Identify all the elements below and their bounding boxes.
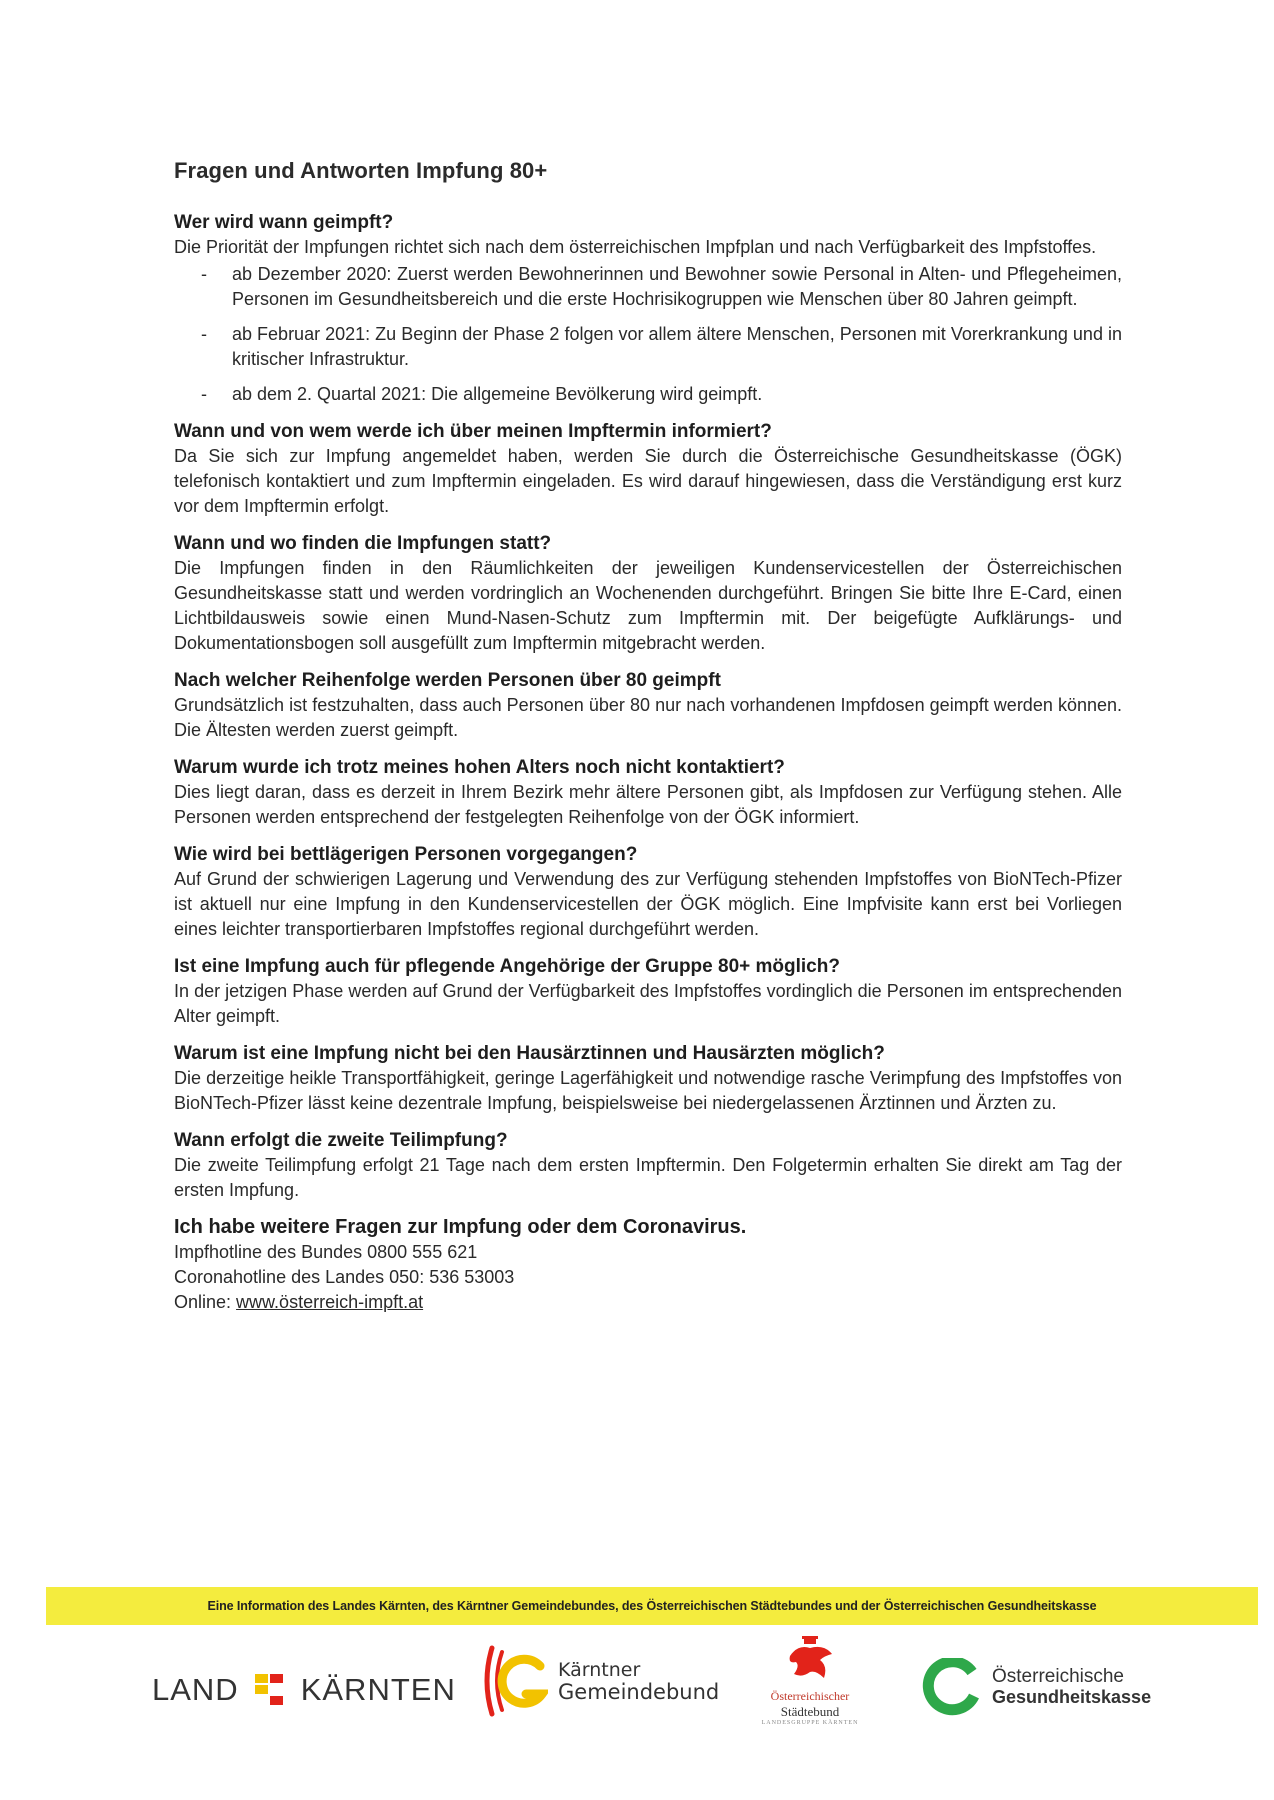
oegk-line1: Österreichische bbox=[992, 1666, 1124, 1687]
faq-answer: Grundsätzlich ist festzuhalten, dass auch Personen über 80 nur nach vorhandenen Impfdosen geimpft werden können. Die Ältesten werden zuerst geimpft. bbox=[174, 695, 1122, 740]
land-kaernten-logo bbox=[152, 1672, 456, 1708]
faq-section bbox=[174, 419, 1122, 519]
kaerntner-gemeindebund-logo bbox=[478, 1644, 719, 1718]
online-label: Online: bbox=[174, 1292, 237, 1312]
faq-section bbox=[174, 755, 1122, 830]
faq-section bbox=[174, 531, 1122, 656]
faq-question: Wann erfolgt die zweite Teilimpfung? bbox=[174, 1130, 508, 1151]
dash-marker: - bbox=[201, 384, 207, 404]
bullet-item bbox=[174, 322, 1122, 372]
faq-question: Wie wird bei bettlägerigen Personen vorgegangen? bbox=[174, 844, 638, 865]
document-body bbox=[174, 158, 1122, 1327]
faq-question: Warum ist eine Impfung nicht bei den Hausärztinnen und Hausärzten möglich? bbox=[174, 1043, 885, 1064]
faq-answer: Da Sie sich zur Impfung angemeldet haben, werden Sie durch die Österreichische Gesundheitskasse (ÖGK) telefonisch kontaktiert und zum Impftermin eingeladen. Es wird darauf hingewiesen, dass die Verständigung erst kurz vor dem Impftermin erfolgt. bbox=[174, 446, 1122, 516]
gemeindebund-mark-icon bbox=[478, 1644, 548, 1718]
faq-section bbox=[174, 668, 1122, 743]
contact-section bbox=[174, 1215, 1122, 1315]
faq-answer: Die Priorität der Impfungen richtet sich nach dem österreichischen Impfplan und nach Verfügbarkeit des Impfstoffes. bbox=[174, 237, 1097, 257]
online-line bbox=[174, 1290, 1122, 1315]
federal-hotline: Impfhotline des Bundes 0800 555 621 bbox=[174, 1242, 478, 1262]
state-hotline: Coronahotline des Landes 050: 536 53003 bbox=[174, 1267, 515, 1287]
oegk-line2: Gesundheitskasse bbox=[992, 1687, 1152, 1707]
staedtebund-logo bbox=[760, 1634, 860, 1726]
footer-info-text: Eine Information des Landes Kärnten, des Kärntner Gemeindebundes, des Österreichischen Städtebundes und der Österreichischen Gesundheitskasse bbox=[207, 1599, 1097, 1613]
faq-question: Wann und wo finden die Impfungen statt? bbox=[174, 533, 552, 554]
document-title: Fragen und Antworten Impfung 80+ bbox=[174, 158, 548, 183]
faq-answer: In der jetzigen Phase werden auf Grund der Verfügbarkeit des Impfstoffes vordinglich die Personen im entsprechenden Alter geimpft. bbox=[174, 981, 1122, 1026]
faq-answer: Die zweite Teilimpfung erfolgt 21 Tage nach dem ersten Impftermin. Den Folgetermin erhalten Sie direkt am Tag der ersten Impfung. bbox=[174, 1155, 1122, 1200]
website-link[interactable]: www.österreich-impft.at bbox=[236, 1292, 424, 1312]
faq-question: Wann und von wem werde ich über meinen Impftermin informiert? bbox=[174, 421, 772, 442]
dash-marker: - bbox=[201, 324, 207, 344]
faq-section bbox=[174, 210, 1122, 407]
staedtebund-line2: Städtebund bbox=[780, 1704, 840, 1719]
faq-section bbox=[174, 1041, 1122, 1116]
faq-section bbox=[174, 842, 1122, 942]
faq-question: Ist eine Impfung auch für pflegende Angehörige der Gruppe 80+ möglich? bbox=[174, 956, 840, 977]
oegk-ring-icon bbox=[922, 1658, 980, 1716]
faq-answer: Dies liegt daran, dass es derzeit in Ihrem Bezirk mehr ältere Personen gibt, als Impfdosen zur Verfügung stehen. Alle Personen werden entsprechend der festgelegten Reihenfolge von der ÖGK informiert. bbox=[174, 782, 1122, 827]
faq-section bbox=[174, 954, 1122, 1029]
faq-section bbox=[174, 1128, 1122, 1203]
land-kaernten-right-text: KÄRNTEN bbox=[300, 1672, 456, 1707]
faq-question: Nach welcher Reihenfolge werden Personen über 80 geimpft bbox=[174, 670, 721, 691]
faq-answer: Die derzeitige heikle Transportfähigkeit, geringe Lagerfähigkeit und notwendige rasche Verimpfung des Impfstoffes von BioNTech-Pfizer lässt keine dezentrale Impfung, beispielsweise bei niedergelassenen Ärztinnen und Ärzten zu. bbox=[174, 1068, 1122, 1113]
staedtebund-line1: Österreichischer bbox=[770, 1689, 850, 1703]
bullet-item bbox=[174, 382, 1122, 407]
land-kaernten-left-text: LAND bbox=[152, 1672, 239, 1707]
bullet-text: ab Februar 2021: Zu Beginn der Phase 2 folgen vor allem ältere Menschen, Personen mit Vorerkrankung und in kritischer Infrastruktur. bbox=[232, 324, 1122, 369]
dragon-crest-icon bbox=[780, 1634, 840, 1682]
gemeindebund-line2: Gemeindebund bbox=[558, 1680, 720, 1704]
kaernten-flag-icon bbox=[255, 1674, 283, 1706]
footer-info-band bbox=[46, 1587, 1258, 1625]
faq-answer: Auf Grund der schwierigen Lagerung und Verwendung des zur Verfügung stehenden Impfstoffes von BioNTech-Pfizer ist aktuell nur eine Impfung in den Kundenservicestellen der ÖGK möglich. Eine Impfvisite kann erst bei Vorliegen eines leichter transportierbaren Impfstoffes regional durchgeführt werden. bbox=[174, 869, 1122, 939]
bullet-text: ab dem 2. Quartal 2021: Die allgemeine Bevölkerung wird geimpft. bbox=[232, 384, 763, 404]
bullet-text: ab Dezember 2020: Zuerst werden Bewohnerinnen und Bewohner sowie Personal in Alten- und Pflegeheimen, Personen im Gesundheitsbereich und die erste Hochrisikogruppen wie Menschen über 80 Jahren geimpft. bbox=[232, 264, 1122, 309]
faq-question: Warum wurde ich trotz meines hohen Alters noch nicht kontaktiert? bbox=[174, 757, 785, 778]
bullet-item bbox=[174, 262, 1122, 312]
oegk-logo bbox=[922, 1658, 1151, 1716]
gemeindebund-line1: Kärntner bbox=[558, 1659, 641, 1681]
gemeindebund-text bbox=[558, 1659, 719, 1703]
faq-question: Wer wird wann geimpft? bbox=[174, 212, 394, 233]
bullet-list bbox=[174, 262, 1122, 407]
footer-logos bbox=[0, 1632, 1274, 1752]
oegk-text bbox=[992, 1666, 1151, 1708]
staedtebund-line3: LANDESGRUPPE KÄRNTEN bbox=[761, 1720, 859, 1726]
faq-answer: Die Impfungen finden in den Räumlichkeiten der jeweiligen Kundenservicestellen der Österreichischen Gesundheitskasse statt und werden vordringlich an Wochenenden durchgeführt. Bringen Sie bitte Ihre E-Card, einen Lichtbildausweis sowie einen Mund-Nasen-Schutz zum Impftermin mit. Der beigefügte Aufklärungs- und Dokumentationsbogen soll ausgefüllt zum Impftermin mitgebracht werden. bbox=[174, 558, 1122, 653]
dash-marker: - bbox=[201, 264, 207, 284]
contact-heading: Ich habe weitere Fragen zur Impfung oder dem Coronavirus. bbox=[174, 1216, 747, 1238]
